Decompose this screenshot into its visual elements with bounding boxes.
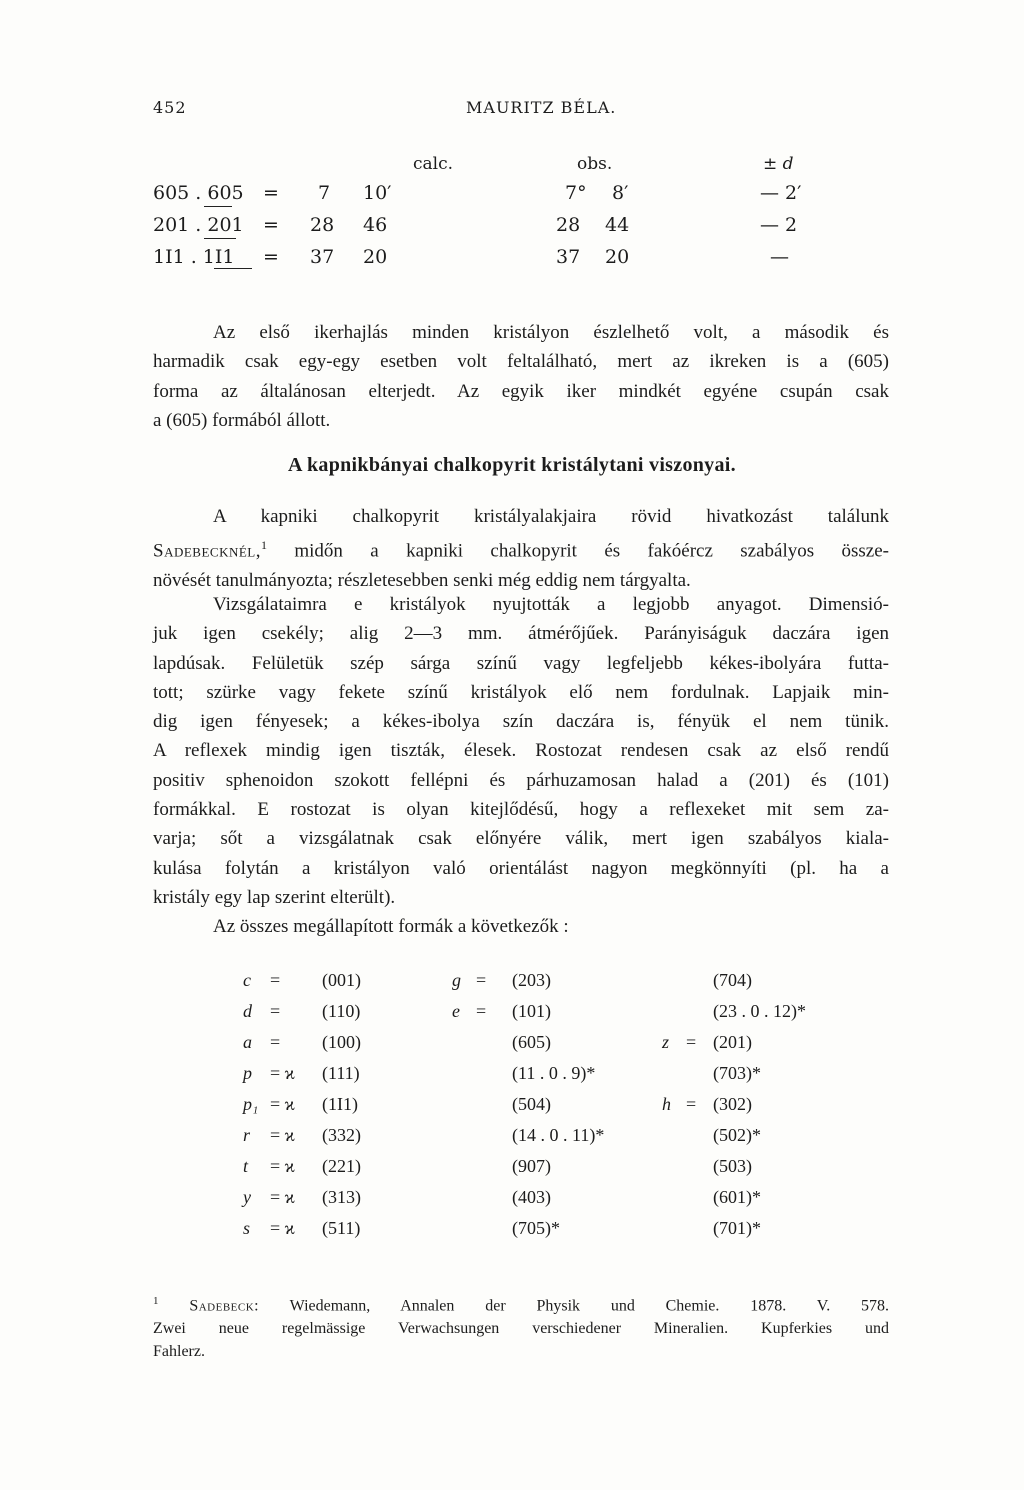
form-index: (201) <box>713 1032 752 1052</box>
form-index: (907) <box>512 1156 551 1176</box>
form-index: (504) <box>512 1094 551 1114</box>
calc-deg: 28 <box>310 214 335 236</box>
form-index: (703)* <box>713 1063 761 1083</box>
obs-min: 8′ <box>612 182 629 204</box>
running-title: MAURITZ BÉLA. <box>466 98 617 117</box>
form-index: (332) <box>322 1125 361 1145</box>
col-calc-header: calc. <box>413 154 454 174</box>
form-symbol: g <box>452 970 461 990</box>
form-index: (704) <box>713 970 752 990</box>
form-eq: = <box>270 970 281 990</box>
form-eq: = <box>476 970 487 990</box>
form-index: (502)* <box>713 1125 761 1145</box>
form-symbol: e <box>452 1001 460 1021</box>
form-index: (14 . 0 . 11)* <box>512 1125 605 1145</box>
face-pair: 1I1 . 1I1 <box>153 246 235 268</box>
form-eq: = <box>686 1094 697 1114</box>
form-index: (001) <box>322 970 361 990</box>
obs-min: 44 <box>605 214 630 236</box>
calc-min: 46 <box>363 214 388 236</box>
form-index: (701)* <box>713 1218 761 1238</box>
paragraph-intro: A kapniki chalkopyrit kristályalakjaira rövid hivatkozást találunk Sadebecknél,$^1$ midőn a kapniki chalkopyrit és fakóércz szabályos össze- növését tanulmányozta; részletesebben senki még eddig nem tárgyalta. <box>153 506 889 591</box>
calc-deg: 7 <box>318 182 331 204</box>
form-eq: = <box>270 1032 281 1052</box>
obs-min: 20 <box>605 246 630 268</box>
form-eq: = ϰ <box>270 1094 295 1114</box>
overline <box>204 238 236 239</box>
equals: = <box>263 182 279 204</box>
calc-deg: 37 <box>310 246 335 268</box>
section-heading: A kapnikbányai chalkopyrit kristálytani viszonyai. <box>288 454 736 476</box>
footnote-mark: 1 <box>153 1295 159 1307</box>
footnote-author: Sadebeck: <box>189 1297 260 1315</box>
calc-min: 20 <box>363 246 388 268</box>
form-index: (23 . 0 . 12)* <box>713 1001 806 1021</box>
form-index: (705)* <box>512 1218 560 1238</box>
form-index: (605) <box>512 1032 551 1052</box>
form-eq: = ϰ <box>270 1187 295 1207</box>
diff: — 2 <box>760 214 798 236</box>
paragraph-description: Vizsgálataimra e kristályok nyujtották a legjobb anyagot. Dimensió- juk igen csekély; alig 2—3 mm. átmérőjűek. Parányiságuk daczára igen lapdúsak. Felületük szép sárga színű vagy legfeljebb kékes-ibolyára futta- tott; szürke vagy fekete színű kristályok elő nem fordulnak. Lapjaik min- dig igen fényesek; a kékes-ibolya szín daczára is, fényük el nem tünik. A reflexek mindig igen tiszták, élesek. Rostozat rendesen csak az első rendű positiv sphenoidon szokott fellépni és párhuzamosan halad a (201) és (101) formákkal. E rostozat is olyan kitejlődésű, hogy a reflexeket mit sem za- varja; sőt a vizsgálatnak csak előnyére válik, mert igen szabályos kiala- kulása folytán a kristályon való orientálást nagyon megkönnyíti (pl. ha a kristály egy lap szerint elterült). <box>153 594 889 908</box>
form-symbol: y <box>243 1187 251 1207</box>
overline <box>214 268 252 269</box>
form-symbol: r <box>243 1125 251 1145</box>
col-diff-header: ± d <box>763 154 794 174</box>
diff: — 2′ <box>760 182 802 204</box>
face-pair: 605 . 605 <box>153 182 244 204</box>
equals: = <box>263 214 279 236</box>
form-index: (110) <box>322 1001 361 1021</box>
form-symbol: t <box>243 1156 249 1176</box>
footnote-ref: 1 <box>260 538 267 553</box>
form-index: (403) <box>512 1187 551 1207</box>
form-symbol: d <box>243 1001 252 1021</box>
form-eq: = ϰ <box>270 1218 295 1238</box>
form-symbol: z <box>662 1032 670 1052</box>
author-name: Sadebecknél, <box>153 540 261 562</box>
form-symbol: s <box>243 1218 251 1238</box>
form-index: (511) <box>322 1218 361 1238</box>
form-index: (203) <box>512 970 551 990</box>
form-symbol: p <box>243 1063 252 1083</box>
form-eq: = <box>476 1001 487 1021</box>
form-symbol: p₁ <box>243 1094 259 1114</box>
face-pair: 201 . 201 <box>153 214 244 236</box>
equals: = <box>263 246 279 268</box>
form-index: (11 . 0 . 9)* <box>512 1063 596 1083</box>
form-index: (101) <box>512 1001 551 1021</box>
form-index: (100) <box>322 1032 361 1052</box>
col-obs-header: obs. <box>577 154 613 174</box>
calc-min: 10′ <box>363 182 392 204</box>
form-index: (302) <box>713 1094 752 1114</box>
form-index: (1I1) <box>322 1094 358 1114</box>
form-eq: = ϰ <box>270 1063 295 1083</box>
paragraph-twinning: Az első ikerhajlás minden kristályon észlelhető volt, a második és harmadik csak egy-egy esetben volt feltalálható, mert az ikreken is a (605) forma az általánosan elterjedt. Az egyik iker mindkét egyéne csupán csak a (605) formából állott. <box>153 322 889 431</box>
footnote: $^1$ Sadebeck: Wiedemann, Annalen der Physik und Chemie. 1878. V. 578. Zwei neue regelmässige Verwachsungen verschiedener Mineralien. Kupferkies und Fahlerz. <box>153 1295 890 1361</box>
form-eq: = ϰ <box>270 1125 295 1145</box>
form-index: (111) <box>322 1063 360 1083</box>
form-index: (313) <box>322 1187 361 1207</box>
form-symbol: c <box>243 970 251 990</box>
form-symbol: a <box>243 1032 252 1052</box>
form-symbol: h <box>662 1094 671 1114</box>
form-eq: = <box>686 1032 697 1052</box>
paragraph-forms-intro: Az összes megállapított formák a következők : <box>213 916 569 937</box>
form-eq: = ϰ <box>270 1156 295 1176</box>
form-index: (503) <box>713 1156 752 1176</box>
form-eq: = <box>270 1001 281 1021</box>
form-index: (601)* <box>713 1187 761 1207</box>
overline <box>204 206 232 207</box>
obs-deg: 7° <box>565 182 587 204</box>
obs-deg: 28 <box>556 214 581 236</box>
diff: — <box>770 246 789 268</box>
obs-deg: 37 <box>556 246 581 268</box>
form-index: (221) <box>322 1156 361 1176</box>
page-number: 452 <box>153 98 187 117</box>
